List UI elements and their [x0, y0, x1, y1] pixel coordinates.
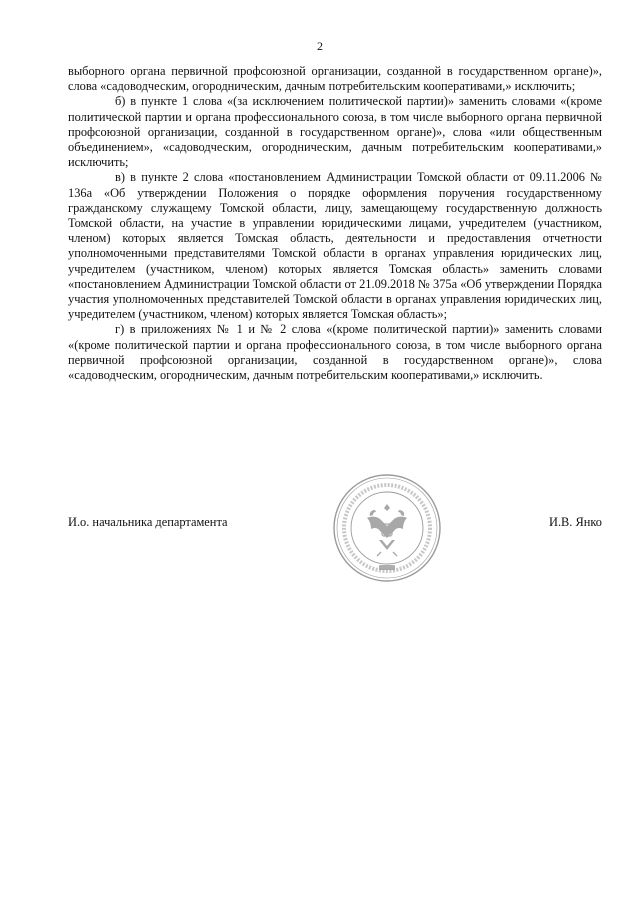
paragraph-item-b: б) в пункте 1 слова «(за исключением политической партии)» заменить словами «(кроме политической партии и органа профессионального союза, в том числе выборного органа первичной профсоюзной организации, созданной в государственном органе)», слова «или общественным объединением», «садоводческим, огородническим, дачным потребительским кооперативами,» исключить; [68, 94, 602, 170]
signer-name: И.В. Янко [549, 515, 602, 529]
signer-title: И.о. начальника департамента [68, 515, 228, 529]
document-body [68, 64, 602, 383]
signature-block [68, 515, 602, 535]
paragraph-item-g: г) в приложениях № 1 и № 2 слова «(кроме политической партии)» заменить словами «(кроме политической партии и органа профессионального союза, в том числе выборного органа первичной профсоюзной организации, созданной в государственном органе)», слова «садоводческим, огородническим, дачным потребительским кооперативами,» исключить. [68, 322, 602, 383]
paragraph-item-v: в) в пункте 2 слова «постановлением Администрации Томской области от 09.11.2006 № 136а «Об утверждении Положения о порядке оформления поручения государственному гражданскому служащему Томской области, лицу, замещающему государственную должность Томской области, на участие в управлении юридическими лицами, учредителем (участником, членом) которых является Томская область, деятельности и предоставления отчетности уполномоченными представителями Томской области в органах управления юридических лиц, учредителем (участником, членом) которых является Томская область» заменить словами «постановлением Администрации Томской области от 21.09.2018 № 375а «Об утверждении Порядка участия уполномоченных представителей Томской области в органах управления юридических лиц, учредителем (участником, членом) которых является Томская область»; [68, 170, 602, 322]
paragraph-continuation: выборного органа первичной профсоюзной организации, созданной в государственном органе)», слова «садоводческим, огородническим, дачным потребительским кооперативами,» исключить; [68, 64, 602, 94]
page-number: 2 [317, 39, 323, 53]
